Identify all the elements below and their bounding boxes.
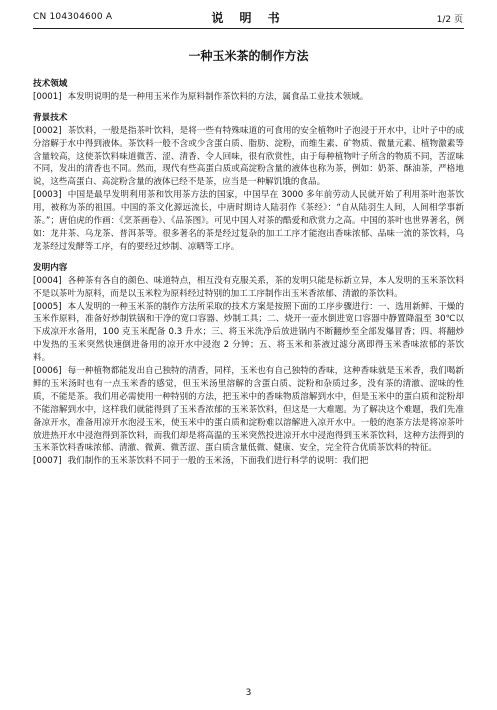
- paragraph-text: 我们制作的玉米茶饮料不同于一般的玉米汤，下面我们进行科学的说明：我们把: [67, 456, 369, 467]
- paragraph-text: 中国是最早发明利用茶和饮用茶方法的国家，中国早在 3000 多年前劳动人民就开始了利用茶叶泡茶饮用，被称为茶的祖国。中国的茶文化源远流长，中唐时期诗人陆羽作《茶经》：“自从陆羽生人间，人间相学事新茶。”；唐伯虎的作画：《烹茶画卷》、《品茶图》。可见中国人对茶的酷爱和欣赏力之高。中国的茶叶也世界著名，例如：龙井茶、乌龙茶、普洱茶等。很多著名的茶是经过复杂的加工工序才能泡出香味浓郁、品味一流的茶饮料，乌龙茶经过发酵等工序，有的要经过炒制、凉晒等工序。: [33, 190, 464, 252]
- page-indicator: 1/2 页: [436, 15, 463, 25]
- section-heading-technical-field: 技术领域: [33, 79, 68, 89]
- paragraph-text: 茶饮料，一般是指茶叶饮料，是将一些有特殊味道的可食用的安全植物叶子泡浸于开水中，让叶子中的成分溶解于水中得到液体。茶饮料一般不含或少含蛋白质、脂肪、淀粉，而维生素、矿物质、微量元素、植物激素等含量较高，这使茶饮料味道微苦、涩、清香、令人回味，很有欣赏性，由于每种植物叶子所含的物质不同，苦涩味不同，发出的清香也不同。然而，现代有些高蛋白质或高淀粉含量的液体也称为茶，例如：奶茶、酥油茶，严格地说，这些高蛋白、高淀粉含量的液体已经不是茶，应当是一种解饥饿的食品。: [33, 125, 464, 188]
- paragraph-number: [0007]: [33, 456, 62, 467]
- paragraph-0005: [33, 301, 464, 366]
- paragraph-text: 本发明说明的是一种用玉米作为原料制作茶饮料的方法，属食品工业技术领域。: [67, 91, 369, 102]
- paragraph-text: 每一种植物都能发出自己独特的清香，同样，玉米也有自己独特的香味，这种香味就是玉米香，我们喝新鲜的玉米汤时也有一点玉米香的感觉，但玉米汤里溶解的含蛋白质、淀粉和杂质过多，没有茶的清澈、涩味的性质，不能是茶。我们用必需使用一种特别的方法，把玉米中的香味物质溶解到水中，但是玉米中的蛋白质和淀粉却不能溶解到水中，这样我们就能得到了玉米香浓郁的玉米茶饮料，但这是一大难题。为了解决这个难题，我们先准备凉开水，准备用凉开水泡浸玉米，使玉米中的蛋白质和淀粉难以溶解进入凉开水中。一般的泡茶方法是将凉茶叶放进热开水中浸泡得到茶饮料，而我们却是将高温的玉米突然投进凉开水中浸泡得到玉米茶饮料，这种方法得到的玉米茶饮料香味浓郁、清澈、微黄、微苦涩、蛋白质含量低微、健康、安全，完全符合优质茶饮料的特征。: [33, 366, 464, 454]
- section-heading-summary: 发明内容: [33, 262, 68, 273]
- paragraph-number: [0003]: [33, 190, 62, 201]
- paragraph-number: [0004]: [33, 275, 62, 286]
- doc-number: CN 104304600 A: [33, 12, 113, 22]
- paragraph-0001: [33, 91, 464, 104]
- paragraph-number: [0005]: [33, 301, 62, 312]
- document-body: [33, 78, 464, 468]
- paragraph-number: [0002]: [33, 125, 62, 136]
- paragraph-0006: [33, 365, 464, 455]
- paragraph-text: 本人发明的一种玉米茶的制作方法所采取的技术方案是按照下面的工序步骤进行：一、选用新鲜、干燥的玉米作原料，准备好炒制铁锅和干净的宽口容器、炒制工具；二、烧开一壶水倒进宽口容器中静置降温至 30℃以下成凉开水备用，100 克玉米配备 0.3 升水；三、将玉米洗净后放进锅内不断翻炒至全部发爆冒香；四、将翻炒中发热的玉米突然快速倒进备用的凉开水中浸泡 2 分钟；五、将玉米和茶液过滤分离即得玉米香味浓郁的茶饮料。: [33, 301, 464, 364]
- paragraph-number: [0001]: [33, 91, 62, 102]
- paragraph-0003: [33, 189, 464, 254]
- paragraph-0007: [33, 455, 464, 468]
- document-title: 一种玉米茶的制作方法: [188, 49, 309, 63]
- doc-type-title: 说 明 书: [211, 11, 286, 25]
- paragraph-0002: [33, 125, 464, 190]
- paragraph-number: [0006]: [33, 366, 62, 377]
- section-heading-background: 背景技术: [33, 112, 68, 123]
- header-divider: [33, 28, 464, 29]
- paragraph-text: 各种茶有各自的颜色、味道特点，相互没有克服关系，茶的发明只能是标新立异，本人发明的玉米茶饮料不是以茶叶为原料，而是以玉米粒为原料经过特别的加工工序制作出玉米香浓郁、清澈的茶饮料。: [33, 275, 464, 299]
- paragraph-0004: [33, 275, 464, 301]
- page-number: 3: [245, 688, 252, 698]
